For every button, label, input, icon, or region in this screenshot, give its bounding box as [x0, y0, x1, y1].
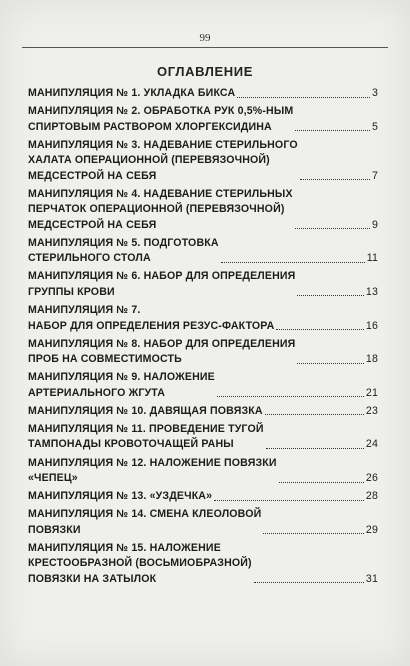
toc-entry-page: 29 [365, 523, 378, 536]
toc-entry-title: МАНИПУЛЯЦИЯ № 5. ПОДГОТОВКА СТЕРИЛЬНОГО СТОЛА [28, 236, 219, 265]
toc-entry-page: 31 [365, 572, 378, 585]
toc-entry-title: МАНИПУЛЯЦИЯ № 2. ОБРАБОТКА РУК 0,5%-НЫМ СПИРТОВЫМ РАСТВОРОМ ХЛОРГЕКСИДИНА [28, 105, 294, 133]
toc-entry [28, 507, 378, 538]
dot-leader [276, 329, 364, 330]
toc-entry-page: 11 [366, 252, 378, 265]
toc-entry [28, 236, 378, 267]
toc-entry-page: 26 [365, 472, 378, 485]
dot-leader [221, 262, 365, 263]
toc-entry-page: 23 [365, 404, 378, 417]
toc-entry [28, 303, 378, 334]
toc-entry-title: МАНИПУЛЯЦИЯ № 3. НАДЕВАНИЕ СТЕРИЛЬНОГО ХАЛАТА ОПЕРАЦИОННОЙ (ПЕРЕВЯЗОЧНОЙ) МЕДСЕСТРОЙ НА СЕБЯ [28, 138, 298, 182]
toc-entry-page: 13 [365, 285, 378, 298]
toc-entry [28, 489, 378, 505]
toc-entry-title: МАНИПУЛЯЦИЯ № 1. УКЛАДКА БИКСА [28, 87, 236, 99]
toc-entry-page: 21 [365, 386, 378, 399]
dot-leader [297, 363, 363, 364]
toc-entry-title: МАНИПУЛЯЦИЯ № 7. НАБОР ДЛЯ ОПРЕДЕЛЕНИЯ РЕЗУС-ФАКТОРА [28, 304, 275, 332]
toc-entry-title: МАНИПУЛЯЦИЯ № 15. НАЛОЖЕНИЕ КРЕСТООБРАЗНОЙ (ВОСЬМИОБРАЗНОЙ) ПОВЯЗКИ НА ЗАТЫЛОК [28, 541, 252, 585]
table-of-contents [28, 86, 378, 590]
toc-entry-page: 5 [371, 120, 378, 133]
toc-title: ОГЛАВЛЕНИЕ [157, 64, 253, 79]
dot-leader [214, 500, 364, 501]
toc-entry [28, 269, 378, 300]
toc-entry-page: 24 [365, 438, 378, 451]
toc-entry [28, 104, 378, 135]
dot-leader [279, 482, 364, 483]
toc-entry-page: 16 [365, 319, 378, 332]
toc-entry [28, 138, 378, 185]
dot-leader [254, 582, 364, 583]
toc-entry-title: МАНИПУЛЯЦИЯ № 8. НАБОР ДЛЯ ОПРЕДЕЛЕНИЯ ПРОБ НА СОВМЕСТИМОСТЬ [28, 337, 296, 366]
dot-leader [295, 130, 370, 131]
toc-entry [28, 422, 378, 453]
toc-entry-title: МАНИПУЛЯЦИЯ № 11. ПРОВЕДЕНИЕ ТУГОЙ ТАМПОНАДЫ КРОВОТОЧАЩЕЙ РАНЫ [28, 422, 264, 451]
dot-leader [297, 295, 363, 296]
toc-entry [28, 370, 378, 401]
dot-leader [217, 396, 364, 397]
toc-entry-title: МАНИПУЛЯЦИЯ № 6. НАБОР ДЛЯ ОПРЕДЕЛЕНИЯ ГРУППЫ КРОВИ [28, 270, 296, 298]
dot-leader [300, 179, 370, 180]
toc-entry-title: МАНИПУЛЯЦИЯ № 10. ДАВЯЩАЯ ПОВЯЗКА [28, 404, 263, 417]
dot-leader [266, 448, 364, 449]
dot-leader [263, 533, 364, 534]
toc-entry [28, 456, 378, 487]
page-number: 99 [199, 32, 211, 44]
toc-entry-title: МАНИПУЛЯЦИЯ № 9. НАЛОЖЕНИЕ АРТЕРИАЛЬНОГО ЖГУТА [28, 371, 215, 399]
toc-entry-page: 3 [371, 87, 378, 99]
toc-entry [28, 404, 378, 420]
toc-entry-page: 9 [371, 218, 378, 231]
toc-entry-page: 7 [371, 169, 378, 182]
toc-entry-page: 18 [365, 353, 378, 366]
dot-leader [237, 97, 370, 98]
toc-entry [28, 337, 378, 368]
toc-entry-title: МАНИПУЛЯЦИЯ № 4. НАДЕВАНИЕ СТЕРИЛЬНЫХ ПЕРЧАТОК ОПЕРАЦИОННОЙ (ПЕРЕВЯЗОЧНОЙ) МЕДСЕСТРОЙ НА СЕБЯ [28, 187, 293, 231]
toc-entry-title: МАНИПУЛЯЦИЯ № 13. «УЗДЕЧКА» [28, 490, 213, 503]
toc-entry-title: МАНИПУЛЯЦИЯ № 14. СМЕНА КЛЕОЛОВОЙ ПОВЯЗКИ [28, 508, 262, 536]
toc-entry [28, 541, 378, 588]
toc-entry [28, 187, 378, 234]
header-rule [22, 47, 388, 48]
dot-leader [295, 228, 370, 229]
toc-entry-page: 28 [365, 490, 378, 503]
dot-leader [265, 414, 364, 415]
toc-entry [28, 86, 378, 102]
toc-entry-title: МАНИПУЛЯЦИЯ № 12. НАЛОЖЕНИЕ ПОВЯЗКИ «ЧЕПЕЦ» [28, 456, 277, 485]
